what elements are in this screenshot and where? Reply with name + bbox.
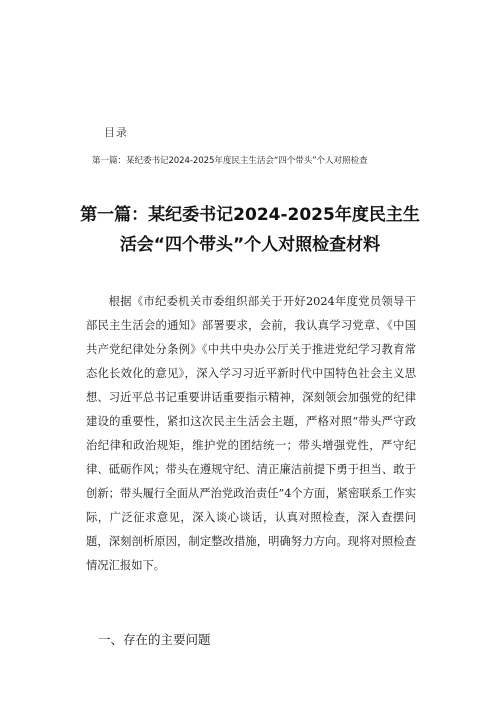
document-title: 第一篇：某纪委书记2024-2025年度民主生活会“四个带头”个人对照检查材料 bbox=[80, 205, 420, 255]
toc-heading: 目录 bbox=[104, 126, 128, 139]
toc-item[interactable]: 第一篇：某纪委书记2024-2025年度民主生活会“四个带头”个人对照检查 bbox=[92, 156, 368, 166]
body-paragraph: 根据《市纪委机关市委组织部关于开好2024年度党员领导干部民主生活会的通知》部署要求，会前，我认真学习党章、《中国共产党纪律处分条例》《中共中央办公厅关于推进党纪学习教育常态化长效化的意见》，深入学习习近平新时代中国特色社会主义思想、习近平总书记重要讲话重要指示精神，深刻领会加强党的纪律建设的重要性，紧扣这次民主生活会主题，严格对照“带头严守政治纪律和政治规矩，维护党的团结统一；带头增强党性，严守纪律、砥砺作风；带头在遵规守纪、清正廉洁前提下勇于担当、敢于创新；带头履行全面从严治党政治责任”4个方面，紧密联系工作实际，广泛征求意见，深入谈心谈话，认真对照检查，深入查摆问题，深刻剖析原因，制定整改措施，明确努力方向。现将对照检查情况汇报如下。 bbox=[86, 295, 416, 572]
section-heading: 一、存在的主要问题 bbox=[98, 632, 211, 647]
